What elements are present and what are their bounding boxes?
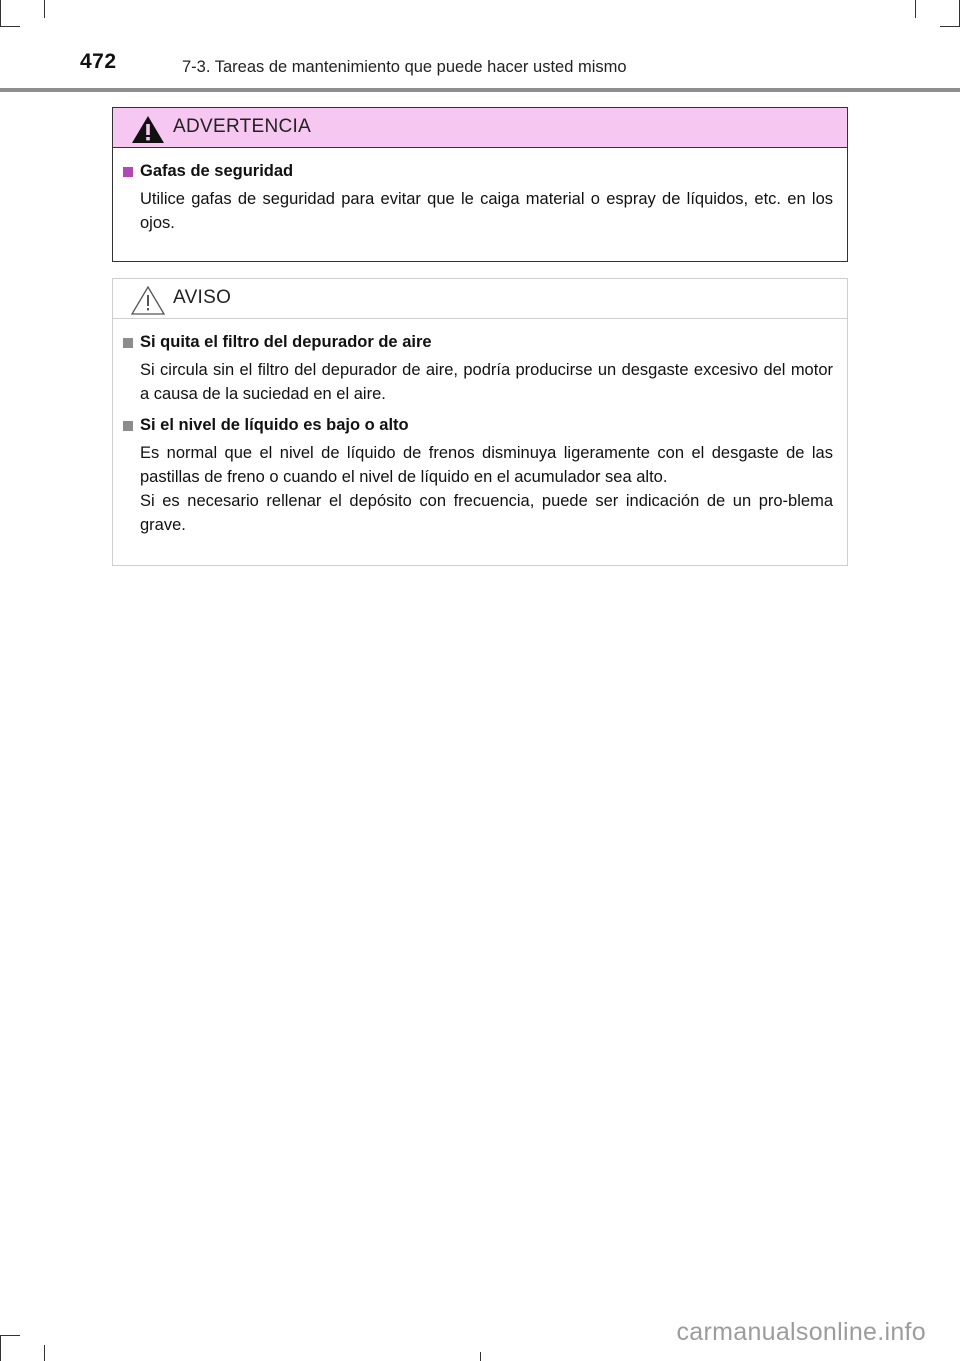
caution-box-body <box>113 319 847 537</box>
caution-triangle-icon <box>131 285 165 315</box>
list-item-heading <box>123 416 833 435</box>
paragraph: Utilice gafas de seguridad para evitar que le caiga material o espray de líquidos, etc. en los ojos. <box>140 190 833 232</box>
item-title: Si el nivel de líquido es bajo o alto <box>140 416 409 434</box>
crop-mark <box>44 1345 45 1361</box>
list-item-heading <box>123 162 833 181</box>
crop-mark <box>915 0 916 18</box>
list-item-heading <box>123 333 833 352</box>
paragraph: Si circula sin el filtro del depurador de aire, podría producirse un desgaste excesivo del motor a causa de la suciedad en el aire. <box>140 361 833 403</box>
item-title: Gafas de seguridad <box>140 162 294 180</box>
crop-mark <box>44 0 45 18</box>
section-title: 7-3. Tareas de mantenimiento que puede hacer usted mismo <box>182 58 627 76</box>
paragraph: Es normal que el nivel de líquido de frenos disminuya ligeramente con el desgaste de las pastillas de freno o cuando el nivel de líquido en el acumulador sea alto. <box>140 444 833 486</box>
warning-box-header <box>113 108 847 148</box>
crop-mark <box>0 1335 1 1361</box>
header-divider <box>0 88 960 92</box>
crop-mark <box>0 1335 20 1336</box>
crop-mark <box>480 1352 481 1361</box>
crop-mark <box>0 26 20 27</box>
warning-box-body <box>113 148 847 235</box>
caution-box-title: AVISO <box>173 287 232 308</box>
item-title: Si quita el filtro del depurador de aire <box>140 333 432 351</box>
page-number: 472 <box>80 50 117 73</box>
crop-mark <box>940 26 960 27</box>
square-bullet-icon <box>123 338 133 348</box>
caution-box-header <box>113 279 847 319</box>
warning-triangle-icon <box>131 114 165 144</box>
crop-mark <box>0 0 1 26</box>
caution-box <box>112 278 848 566</box>
warning-box-title: ADVERTENCIA <box>173 116 312 137</box>
item-text <box>140 358 833 406</box>
paragraph: Si es necesario rellenar el depósito con frecuencia, puede ser indicación de un pro-blema grave. <box>140 492 833 534</box>
warning-box <box>112 107 848 262</box>
watermark: carmanualsonline.info <box>676 1318 926 1346</box>
square-bullet-icon <box>123 167 133 177</box>
square-bullet-icon <box>123 421 133 431</box>
item-text <box>140 187 833 235</box>
item-text <box>140 441 833 537</box>
